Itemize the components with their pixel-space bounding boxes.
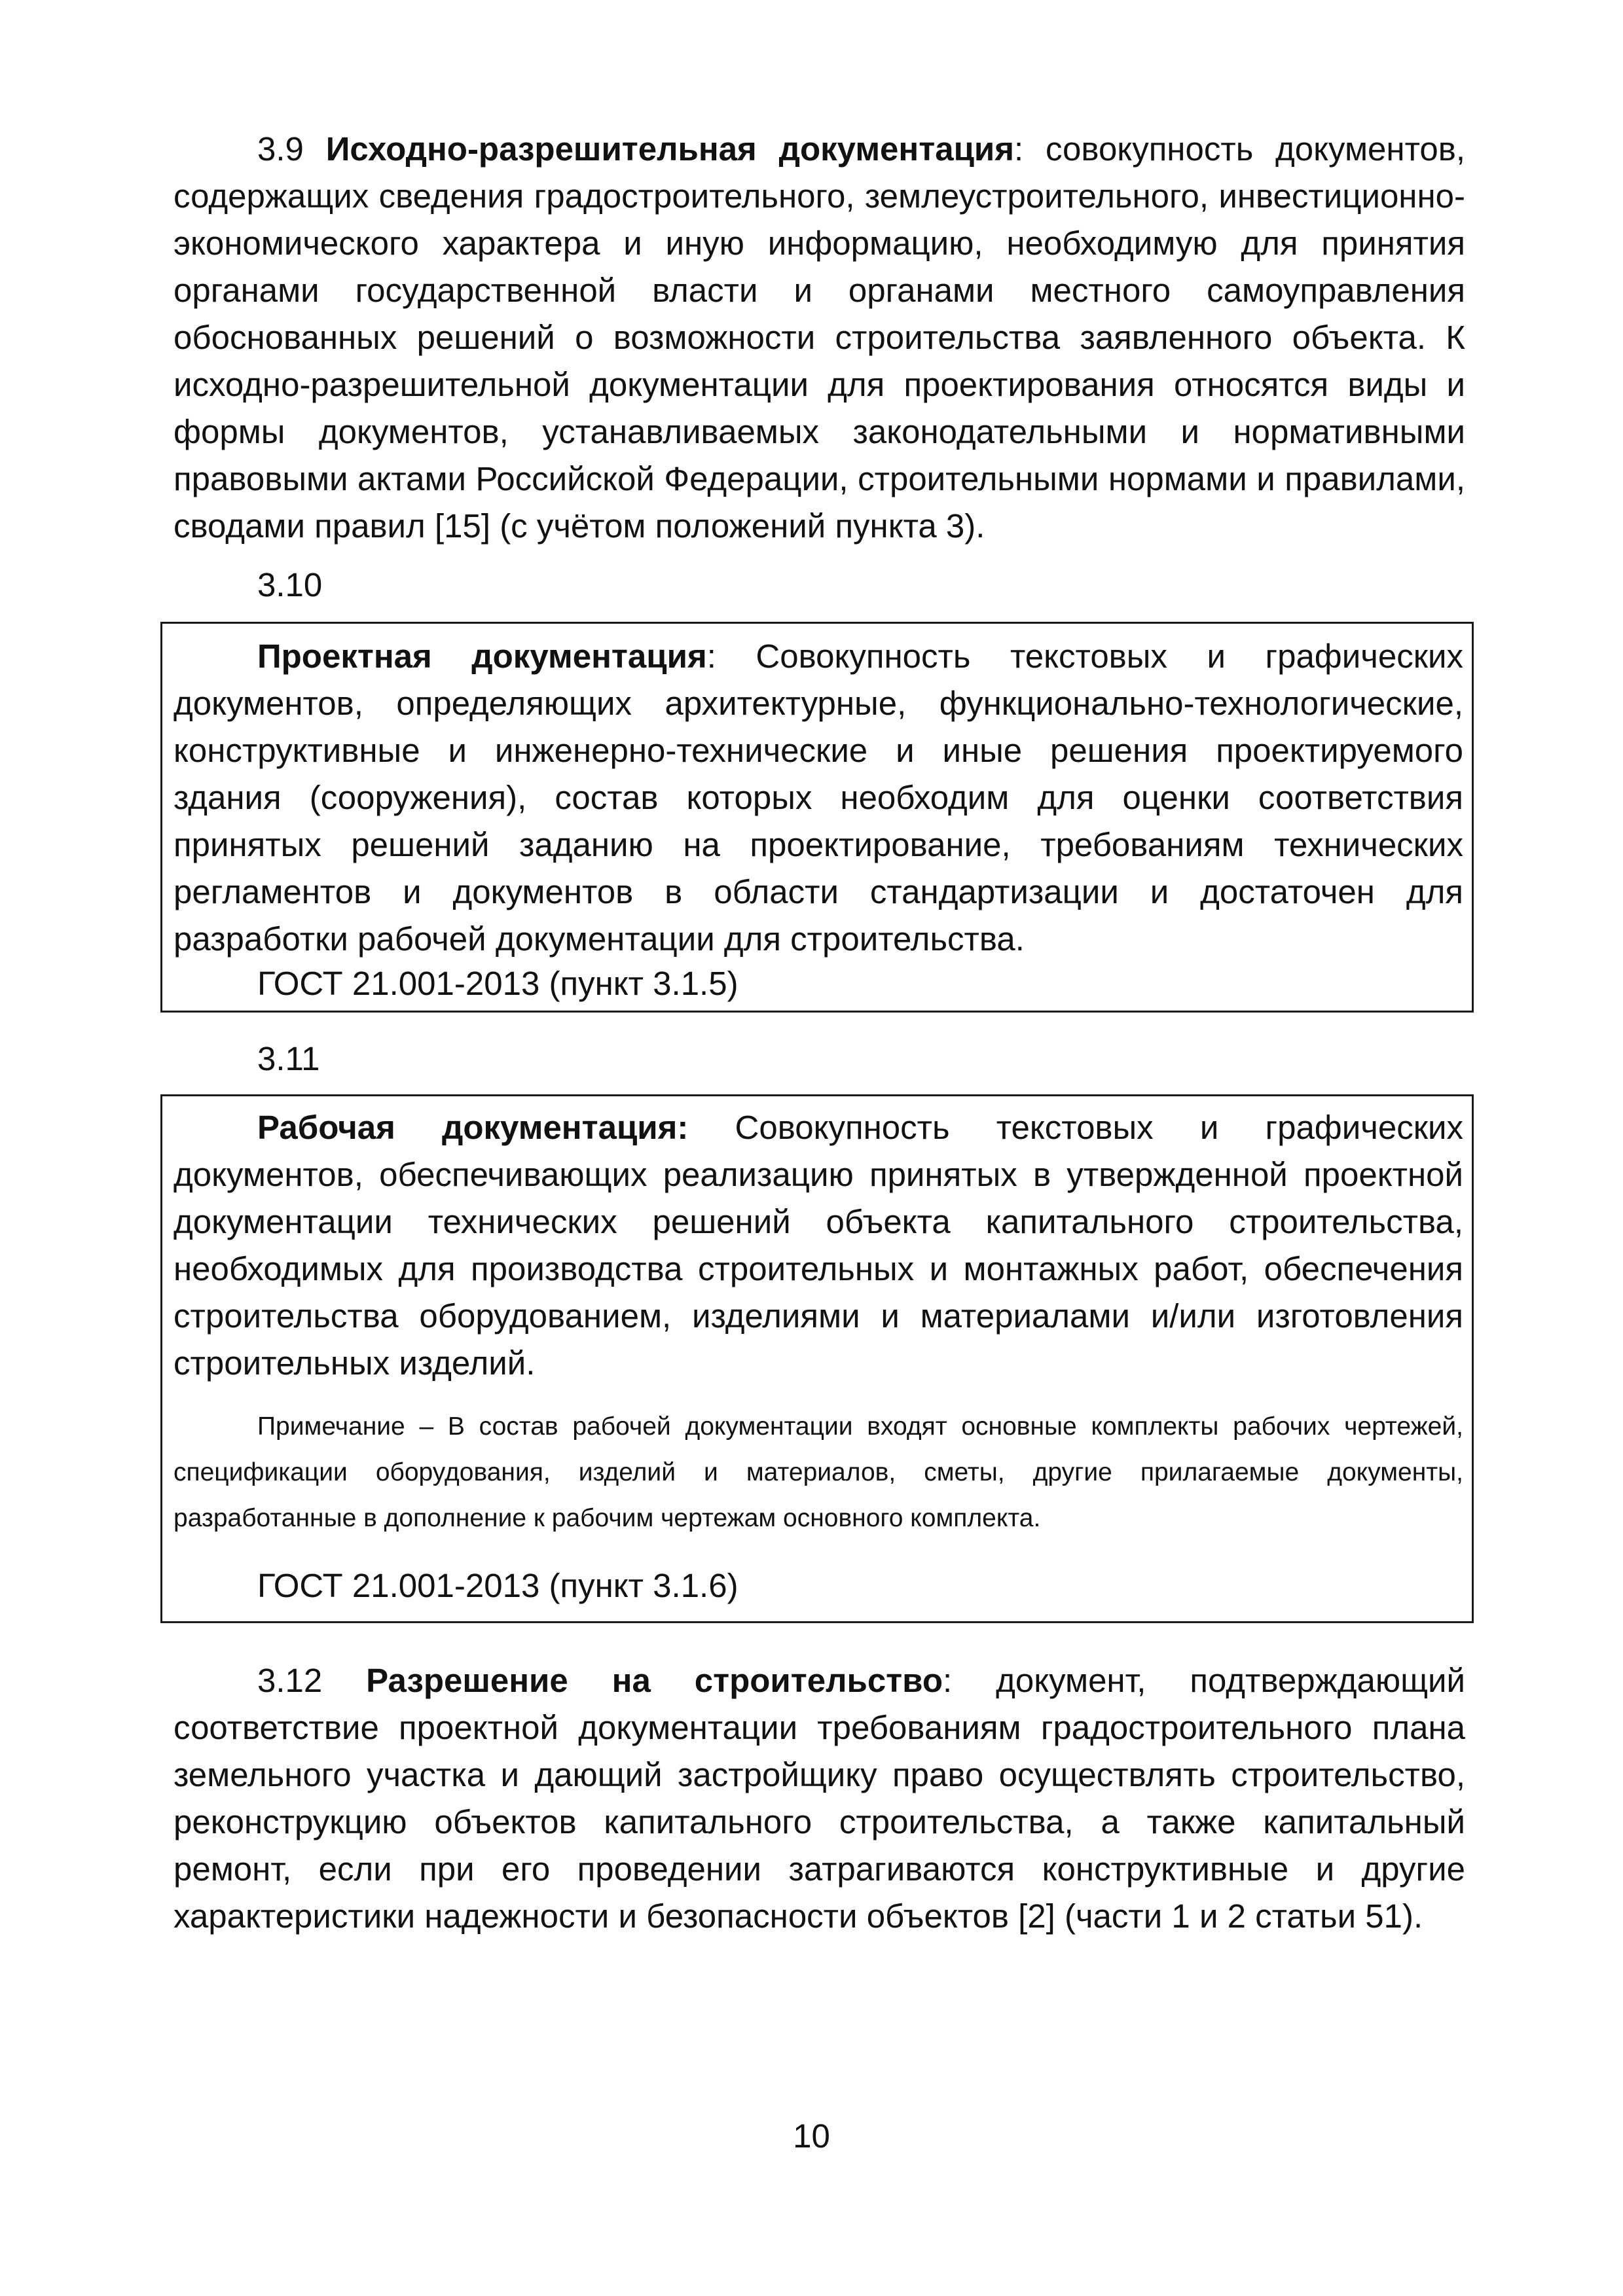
term-title: Рабочая документация: (257, 1109, 689, 1146)
term-title: Исходно-разрешительная документация (325, 130, 1015, 168)
clause-3-11-text (173, 1104, 1463, 1387)
term-title: Проектная документация (257, 637, 707, 675)
definition-text: Совокупность текстовых и графических документов, обеспечивающих реализацию принятых в утвержденной проектной документации технических решений объекта капитального строительства, необходимых для производства строительных и монтажных работ, обеспечения строительства оборудованием, изделиями и материалами и/или изготовления строительных изделий. (173, 1109, 1463, 1382)
definition-box-3-10 (160, 622, 1474, 1013)
note-text: Примечание – В состав рабочей документации входят основные комплекты рабочих чертежей, спецификации оборудования, изделий и материалов, сметы, другие прилагаемые документы, разработанные в дополнение к рабочим чертежам основного комплекта. (173, 1412, 1463, 1532)
definition-text: : совокупность документов, содержащих сведения градостроительного, землеустроительного, инвестиционно-экономического характера и иную информацию, необходимую для принятия органами государственной власти и органами местного самоуправления обоснованных решений о возможности строительства заявленного объекта. К исходно-разрешительной документации для проектирования относятся виды и формы документов, устанавливаемых законодательными и нормативными правовыми актами Российской Федерации, строительными нормами и правилами, сводами правил [15] (с учётом положений пункта 3). (173, 130, 1465, 545)
clause-3-10-text (173, 633, 1463, 963)
source-reference: ГОСТ 21.001-2013 (пункт 3.1.6) (257, 1567, 739, 1604)
definition-text: : Совокупность текстовых и графических документов, определяющих архитектурные, функционально-технологические, конструктивные и инженерно-технические и иные решения проектируемого здания (сооружения), состав которых необходим для оценки соответствия принятых решений заданию на проектирование, требованиям технических регламентов и документов в области стандартизации и достаточен для разработки рабочей документации для строительства. (173, 637, 1463, 958)
clause-3-9 (173, 126, 1465, 550)
source-reference: ГОСТ 21.001-2013 (пункт 3.1.5) (257, 965, 739, 1002)
page-number: 10 (793, 2117, 830, 2155)
clause-number-3-11: 3.11 (257, 1040, 320, 1077)
term-title: Разрешение на строительство (366, 1662, 943, 1699)
clause-number-3-10: 3.10 (257, 566, 323, 603)
clause-number: 3.9 (257, 130, 326, 168)
clause-3-12 (173, 1657, 1465, 1940)
definition-box-3-11 (160, 1094, 1474, 1623)
clause-number: 3.12 (257, 1662, 367, 1699)
definition-text: : документ, подтверждающий соответствие проектной документации требованиям градостроительного плана земельного участка и дающий застройщику право осуществлять строительство, реконструкцию объектов капитального строительства, а также капитальный ремонт, если при его проведении затрагиваются конструктивные и другие характеристики надежности и безопасности объектов [2] (части 1 и 2 статьи 51). (173, 1662, 1466, 1935)
